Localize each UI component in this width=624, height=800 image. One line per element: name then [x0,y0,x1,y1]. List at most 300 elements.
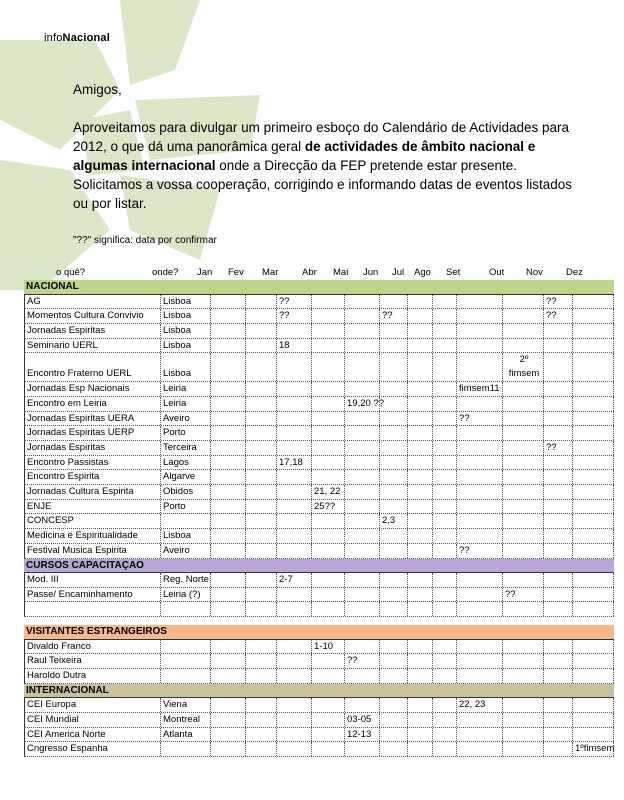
month-cell [502,339,543,353]
month-cell [407,441,432,455]
month-cell: 22, 23 [456,698,502,712]
month-cell [432,698,456,712]
month-cell [572,713,614,727]
month-cell [407,339,432,353]
month-cell [543,412,572,426]
column-header: Set [446,267,461,278]
activity-cell: Passe/ Encaminhamento [24,588,160,602]
month-cell [245,698,276,712]
month-cell: 2-7 [276,573,311,587]
month-cell: 17,18 [276,456,311,470]
month-cell [407,295,432,309]
month-cell: 25?? [311,500,344,514]
table-row [24,324,614,339]
month-cell [456,339,502,353]
activity-cell: CEI America Norte [24,728,160,742]
month-cell: ?? [543,309,572,323]
month-cell [379,295,407,309]
month-cell [543,588,572,602]
month-cell [276,713,311,727]
month-cell [210,640,245,654]
month-cell [432,588,456,602]
table-row [24,412,614,427]
month-cell [311,573,344,587]
month-cell [572,640,614,654]
location-cell: Lagos [160,456,210,470]
month-cell [572,529,614,543]
month-cell [572,588,614,602]
month-cell [432,295,456,309]
column-header: Nov [526,267,543,278]
location-cell [160,669,210,683]
section-gap [24,617,614,625]
month-cell [245,485,276,499]
month-cell: 18 [276,339,311,353]
month-cell [344,412,379,426]
month-cell [543,698,572,712]
location-cell: Lisboa [160,339,210,353]
month-cell [379,698,407,712]
month-cell [379,500,407,514]
month-cell [379,529,407,543]
month-cell [502,295,543,309]
month-cell [245,295,276,309]
month-cell [572,426,614,440]
month-cell [245,397,276,411]
activity-cell: Jornadas Espiritas UERA [24,412,160,426]
table-row [24,713,614,728]
month-cell [276,529,311,543]
month-cell [311,397,344,411]
month-cell [245,588,276,602]
month-cell [210,588,245,602]
month-cell [276,382,311,396]
month-cell [456,654,502,668]
month-cell [543,339,572,353]
table-row [24,588,614,603]
location-cell: Obidos [160,485,210,499]
month-cell [276,324,311,338]
table-row [24,573,614,588]
month-cell [344,742,379,756]
location-cell: Lisboa [160,295,210,309]
month-cell [572,698,614,712]
location-cell: Atlanta [160,728,210,742]
month-cell [432,441,456,455]
month-cell [456,669,502,683]
month-cell [276,588,311,602]
month-cell: fimsem11 [456,382,502,396]
month-cell [344,339,379,353]
table-row [24,698,614,713]
month-cell [456,500,502,514]
month-cell [344,573,379,587]
month-cell [276,640,311,654]
month-cell [276,426,311,440]
month-cell [432,426,456,440]
activity-cell: Momentos Cultura Convivio [24,309,160,323]
brand-logo: infoNacional [44,32,110,44]
month-cell [344,669,379,683]
month-cell [456,573,502,587]
month-cell [245,669,276,683]
month-cell [311,602,344,616]
month-cell [210,309,245,323]
month-cell [432,573,456,587]
month-cell [432,485,456,499]
location-cell: Montreal [160,713,210,727]
month-cell: ?? [456,544,502,558]
month-cell [344,602,379,616]
month-cell [344,640,379,654]
activity-cell: Mod. III [24,573,160,587]
month-cell [543,573,572,587]
month-cell [276,485,311,499]
month-cell [432,529,456,543]
month-cell [456,470,502,484]
column-header: Jan [197,267,213,278]
month-cell [210,514,245,528]
month-cell [276,698,311,712]
month-cell [210,324,245,338]
month-cell [245,573,276,587]
month-cell [379,573,407,587]
month-cell: 2,3 [379,514,407,528]
month-cell [276,441,311,455]
location-cell: Viena [160,698,210,712]
location-cell [160,640,210,654]
month-cell [276,397,311,411]
month-cell [456,456,502,470]
month-cell [572,412,614,426]
month-cell [407,573,432,587]
month-cell [407,485,432,499]
month-cell [543,426,572,440]
month-cell [543,500,572,514]
table-row [24,654,614,669]
month-cell [245,742,276,756]
location-cell: Lisboa [160,309,210,323]
month-cell [456,588,502,602]
location-cell: Aveiro [160,544,210,558]
month-cell [502,426,543,440]
month-cell [344,529,379,543]
month-cell [432,324,456,338]
month-cell [456,441,502,455]
month-cell [311,470,344,484]
month-cell [245,470,276,484]
month-cell [245,309,276,323]
month-cell [407,500,432,514]
month-cell [572,295,614,309]
activity-cell: Seminario UERL [24,339,160,353]
month-cell [572,470,614,484]
month-cell [210,397,245,411]
month-cell [407,309,432,323]
month-cell [572,500,614,514]
month-cell [432,544,456,558]
month-cell [311,728,344,742]
month-cell [502,309,543,323]
month-cell [502,412,543,426]
month-cell [210,456,245,470]
month-cell: ?? [379,309,407,323]
month-cell [432,382,456,396]
table-row [24,728,614,743]
month-cell [502,485,543,499]
month-cell [210,441,245,455]
activity-cell: Festival Musica Espirita [24,544,160,558]
month-cell: ?? [276,295,311,309]
month-cell [407,640,432,654]
month-cell [543,353,572,381]
month-cell [210,698,245,712]
location-cell: Leiria [160,382,210,396]
month-cell [379,426,407,440]
table-row [24,426,614,441]
month-cell [407,470,432,484]
month-cell [245,500,276,514]
month-cell [543,397,572,411]
table-row [24,456,614,471]
month-cell [502,441,543,455]
month-cell: ?? [543,441,572,455]
month-cell [245,441,276,455]
month-cell [276,412,311,426]
month-cell [210,669,245,683]
table-row [24,295,614,310]
month-cell [543,470,572,484]
section-header: CURSOS CAPACITAÇAO [24,559,614,574]
table-row [24,500,614,515]
month-cell [407,602,432,616]
table-row [24,441,614,456]
month-cell [245,713,276,727]
month-cell: 03-05 [344,713,379,727]
month-cell [456,713,502,727]
month-cell [210,295,245,309]
activity-cell: Jornadas Espiritas [24,324,160,338]
table-row [24,544,614,559]
month-cell [311,456,344,470]
table-row [24,514,614,529]
month-cell [379,353,407,381]
location-cell [160,602,210,616]
activity-cell: Jornadas Espiritas UERP [24,426,160,440]
month-cell [344,485,379,499]
month-cell [311,588,344,602]
month-cell [543,669,572,683]
activity-cell: Jornadas Espiritas [24,441,160,455]
activity-cell: Encontro Fraterno UERL [24,353,160,381]
month-cell [379,470,407,484]
section-header: NACIONAL [24,280,614,295]
month-cell [456,295,502,309]
month-cell [379,382,407,396]
month-cell [407,514,432,528]
table-row [24,309,614,324]
month-cell [379,412,407,426]
table-row [24,382,614,397]
month-cell [572,397,614,411]
month-cell [502,500,543,514]
month-cell [311,441,344,455]
month-cell [344,382,379,396]
month-cell: 21, 22 [311,485,344,499]
activity-cell: Jornadas Cultura Espirita [24,485,160,499]
month-cell [432,309,456,323]
month-cell: 1-10 [311,640,344,654]
month-cell [276,669,311,683]
month-cell [502,544,543,558]
month-cell [432,470,456,484]
month-cell [245,339,276,353]
month-cell [210,573,245,587]
month-cell [502,573,543,587]
month-cell [407,728,432,742]
table-row [24,669,614,684]
month-cell [407,397,432,411]
month-cell [379,588,407,602]
month-cell [379,669,407,683]
month-cell [311,698,344,712]
month-cell [572,654,614,668]
month-cell [276,654,311,668]
month-cell [502,742,543,756]
month-cell [379,640,407,654]
table-row [24,339,614,354]
location-cell: Lisboa [160,353,210,381]
month-cell: ?? [502,588,543,602]
intro-paragraph: Aproveitamos para divulgar um primeiro esboço do Calendário de Actividades para 2012, o que dá uma panorâmica geral de actividades de âmbito nacional e algumas internacional onde a Direcção da FEP pretende estar presente. Solicitamos a vossa cooperação, corrigindo e informando datas de eventos listados ou por listar. [73,120,573,211]
month-cell [543,742,572,756]
month-cell [502,529,543,543]
month-cell [379,456,407,470]
column-header: Mai [333,267,349,278]
month-cell: ?? [276,309,311,323]
month-cell [456,309,502,323]
activities-calendar-table [24,280,614,757]
month-cell [344,295,379,309]
month-cell [543,529,572,543]
table-row [24,470,614,485]
month-cell [543,728,572,742]
month-cell [572,309,614,323]
location-cell: Reg. Norte [160,573,210,587]
month-cell [572,353,614,381]
month-cell [432,339,456,353]
month-cell [456,640,502,654]
month-cell [572,728,614,742]
month-cell [210,728,245,742]
month-cell [379,324,407,338]
month-cell [245,602,276,616]
greeting: Amigos, [73,82,122,97]
activity-cell: Divaldo Franco [24,640,160,654]
month-cell [543,514,572,528]
month-cell [210,339,245,353]
location-cell: Aveiro [160,412,210,426]
month-cell [276,470,311,484]
month-cell: 12-13 [344,728,379,742]
month-cell [210,713,245,727]
month-cell [344,426,379,440]
month-cell [543,713,572,727]
column-header: Ago [414,267,431,278]
month-cell [245,412,276,426]
month-cell [210,412,245,426]
month-cell [502,654,543,668]
month-cell [407,382,432,396]
month-cell [502,397,543,411]
month-cell [407,456,432,470]
month-cell [543,640,572,654]
month-cell [245,514,276,528]
legend-note: "??" significa: data por confirmar [73,235,217,246]
month-cell [379,441,407,455]
month-cell [502,698,543,712]
month-cell [210,742,245,756]
activity-cell: Raul Teixeira [24,654,160,668]
month-cell [210,426,245,440]
month-cell [276,602,311,616]
month-cell [276,728,311,742]
table-row [24,397,614,412]
month-cell [407,588,432,602]
activity-cell: Jornadas Esp Nacionais [24,382,160,396]
month-cell [245,640,276,654]
month-cell [311,544,344,558]
month-cell [344,698,379,712]
month-cell [543,324,572,338]
month-cell [245,382,276,396]
month-cell [379,339,407,353]
month-cell [432,640,456,654]
activity-cell: CEI Mundial [24,713,160,727]
month-cell [311,426,344,440]
month-cell [432,353,456,381]
month-cell [543,456,572,470]
activity-cell: Encontro Espirita [24,470,160,484]
month-cell [276,544,311,558]
month-cell [502,456,543,470]
table-row [24,742,614,757]
month-cell [276,514,311,528]
month-cell [311,514,344,528]
column-header: Dez [566,267,583,278]
month-cell [502,382,543,396]
month-cell [543,544,572,558]
month-cell [572,324,614,338]
month-cell [456,324,502,338]
month-cell [311,295,344,309]
month-cell [407,324,432,338]
table-row [24,640,614,655]
month-cell [311,339,344,353]
month-cell [344,353,379,381]
month-cell [572,339,614,353]
month-cell [432,500,456,514]
month-cell [379,728,407,742]
month-cell [456,426,502,440]
month-cell [407,353,432,381]
calendar-header [24,267,614,279]
activity-cell [24,602,160,616]
month-cell [456,514,502,528]
month-cell: ?? [456,412,502,426]
month-cell [502,713,543,727]
month-cell [407,669,432,683]
